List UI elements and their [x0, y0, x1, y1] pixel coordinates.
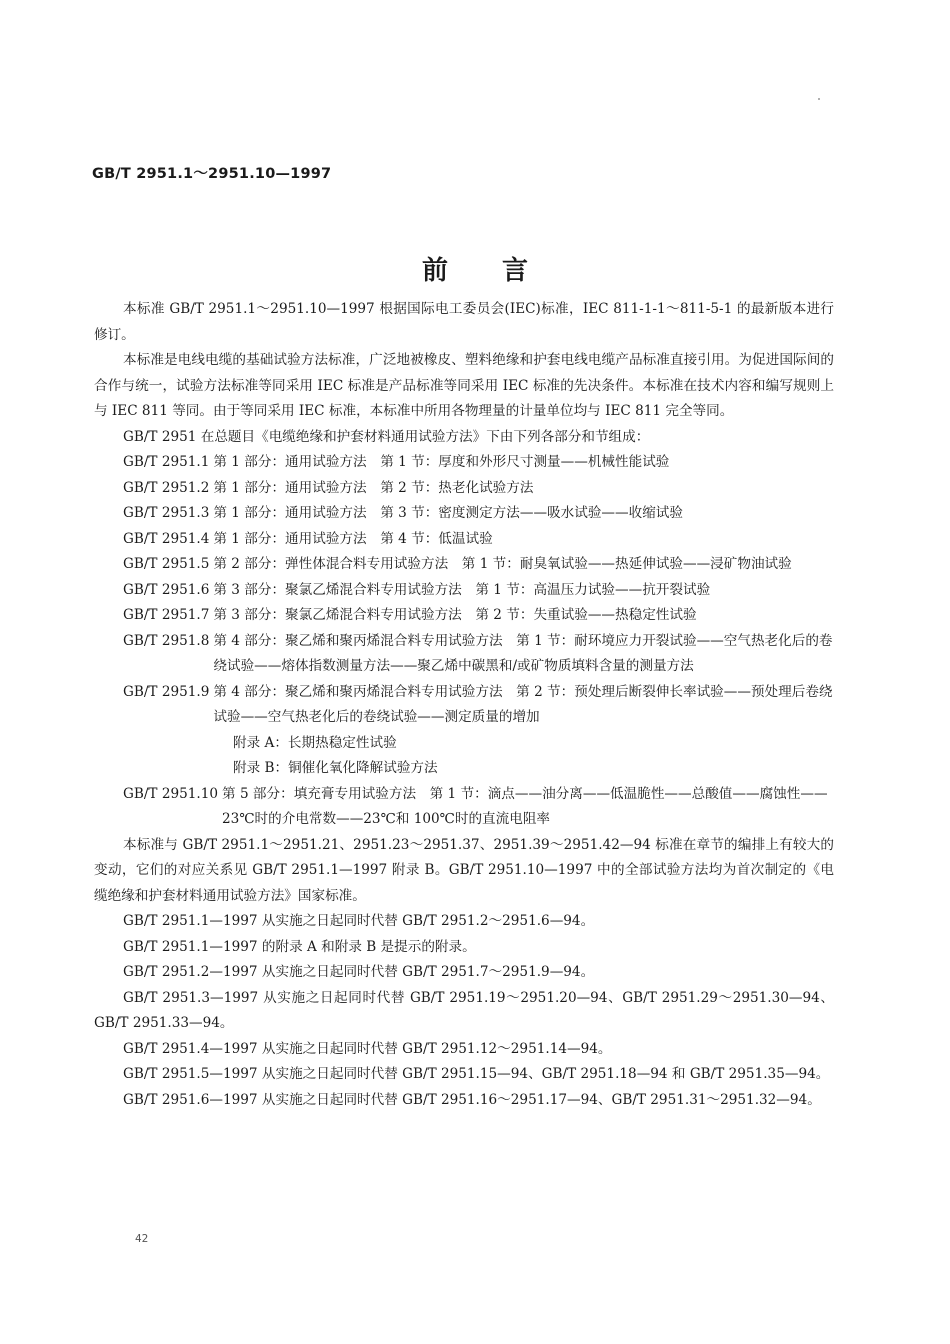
page-number: 42 — [135, 1232, 149, 1245]
part-item — [123, 476, 834, 502]
part-code: GB/T 2951.6 — [123, 581, 210, 598]
part-item — [123, 552, 834, 578]
part-code: GB/T 2951.4 — [123, 530, 210, 547]
part-code: GB/T 2951.1 — [123, 454, 210, 470]
part-item — [123, 680, 834, 731]
part-code: GB/T 2951.5 — [123, 556, 210, 572]
part-code: GB/T 2951.3 — [123, 505, 210, 521]
paragraph-after-2: GB/T 2951.1—1997 从实施之日起同时代替 GB/T 2951.2～2951.6—94。 — [123, 913, 595, 929]
part-item — [123, 527, 834, 553]
part-description: 第 2 部分：弹性体混合料专用试验方法 第 1 节：耐臭氧试验——热延伸试验——浸矿物油试验 — [213, 556, 792, 572]
paragraph-after-7: GB/T 2951.5—1997 从实施之日起同时代替 GB/T 2951.15—94、GB/T 2951.18—94 和 GB/T 2951.35—94。 — [123, 1066, 830, 1082]
appendix-b-line: 附录 B：铜催化氧化降解试验方法 — [233, 760, 438, 776]
part-description: 第 3 部分：聚氯乙烯混合料专用试验方法 第 1 节：高温压力试验——抗开裂试验 — [213, 581, 711, 598]
part-description: 第 4 部分：聚乙烯和聚丙烯混合料专用试验方法 第 1 节：耐环境应力开裂试验——空气热老化后的卷绕试验——熔体指数测量方法——聚乙烯中碳黑和/或矿物质填料含量的测量方法 — [213, 632, 833, 674]
paragraph-after-3: GB/T 2951.1—1997 的附录 A 和附录 B 是提示的附录。 — [123, 938, 476, 955]
paragraph-intro-1: 本标准 GB/T 2951.1～2951.10—1997 根据国际电工委员会(IEC)标准，IEC 811-1-1～811-5-1 的最新版本进行修订。 — [94, 301, 834, 343]
paragraph-after-5: GB/T 2951.3—1997 从实施之日起同时代替 GB/T 2951.19～2951.20—94、GB/T 2951.29～2951.30—94、GB/T 2951.33—94。 — [94, 989, 834, 1031]
appendix-a-line: 附录 A：长期热稳定性试验 — [233, 734, 397, 751]
part-item — [123, 629, 834, 680]
part-code: GB/T 2951.2 — [123, 479, 210, 496]
part-code: GB/T 2951.7 — [123, 607, 210, 623]
paragraph-after-4: GB/T 2951.2—1997 从实施之日起同时代替 GB/T 2951.7～2951.9—94。 — [123, 964, 595, 980]
part-description: 第 5 部分：填充膏专用试验方法 第 1 节：滴点——油分离——低温脆性——总酸值——腐蚀性——23℃时的介电常数——23℃和 100℃时的直流电阻率 — [222, 785, 828, 827]
paragraph-after-1: 本标准与 GB/T 2951.1～2951.21、2951.23～2951.37、2951.39～2951.42—94 标准在章节的编排上有较大的变动，它们的对应关系见 GB/T 2951.1—1997 附录 B。GB/T 2951.10—1997 中的全部试验方法均为首次制定的《电缆绝缘和护套材料通用试验方法》国家标准。 — [94, 836, 834, 904]
part-item — [123, 450, 834, 476]
part-description: 第 1 部分：通用试验方法 第 2 节：热老化试验方法 — [213, 479, 534, 496]
document-body — [94, 297, 834, 1113]
page-title: 前言 — [421, 256, 582, 286]
part-item — [123, 782, 834, 833]
part-code: GB/T 2951.8 — [123, 632, 210, 649]
paragraph-after-6: GB/T 2951.4—1997 从实施之日起同时代替 GB/T 2951.12～2951.14—94。 — [123, 1040, 612, 1057]
part-item — [123, 501, 834, 527]
part-description: 第 1 部分：通用试验方法 第 3 节：密度测定方法——吸水试验——收缩试验 — [213, 505, 683, 521]
part-code: GB/T 2951.9 — [123, 683, 210, 700]
part-item — [123, 578, 834, 604]
paragraph-intro-2: 本标准是电线电缆的基础试验方法标准，广泛地被橡皮、塑料绝缘和护套电线电缆产品标准直接引用。为促进国际间的合作与统一，试验方法标准等同采用 IEC 标准是产品标准等同采用 IEC 标准的先决条件。本标准在技术内容和编写规则上与 IEC 811 等同。由于等同采用 IEC 标准，本标准中所用各物理量的计量单位均与 IEC 811 完全等同。 — [94, 352, 834, 419]
part-description: 第 1 部分：通用试验方法 第 4 节：低温试验 — [213, 530, 493, 547]
part-description: 第 3 部分：聚氯乙烯混合料专用试验方法 第 2 节：失重试验——热稳定性试验 — [213, 607, 697, 623]
part-code: GB/T 2951.10 — [123, 785, 219, 802]
paragraph-intro-3: GB/T 2951 在总题目《电缆绝缘和护套材料通用试验方法》下由下列各部分和节组成： — [123, 428, 650, 445]
part-description: 第 1 部分：通用试验方法 第 1 节：厚度和外形尺寸测量——机械性能试验 — [213, 454, 670, 470]
part-description: 第 4 部分：聚乙烯和聚丙烯混合料专用试验方法 第 2 节：预处理后断裂伸长率试验——预处理后卷绕试验——空气热老化后的卷绕试验——测定质量的增加 — [213, 683, 833, 725]
standard-number-header: GB/T 2951.1～2951.10—1997 — [92, 166, 332, 182]
paragraph-after-8: GB/T 2951.6—1997 从实施之日起同时代替 GB/T 2951.16～2951.17—94、GB/T 2951.31～2951.32—94。 — [123, 1091, 821, 1108]
scan-speck — [818, 98, 820, 100]
part-item — [123, 603, 834, 629]
